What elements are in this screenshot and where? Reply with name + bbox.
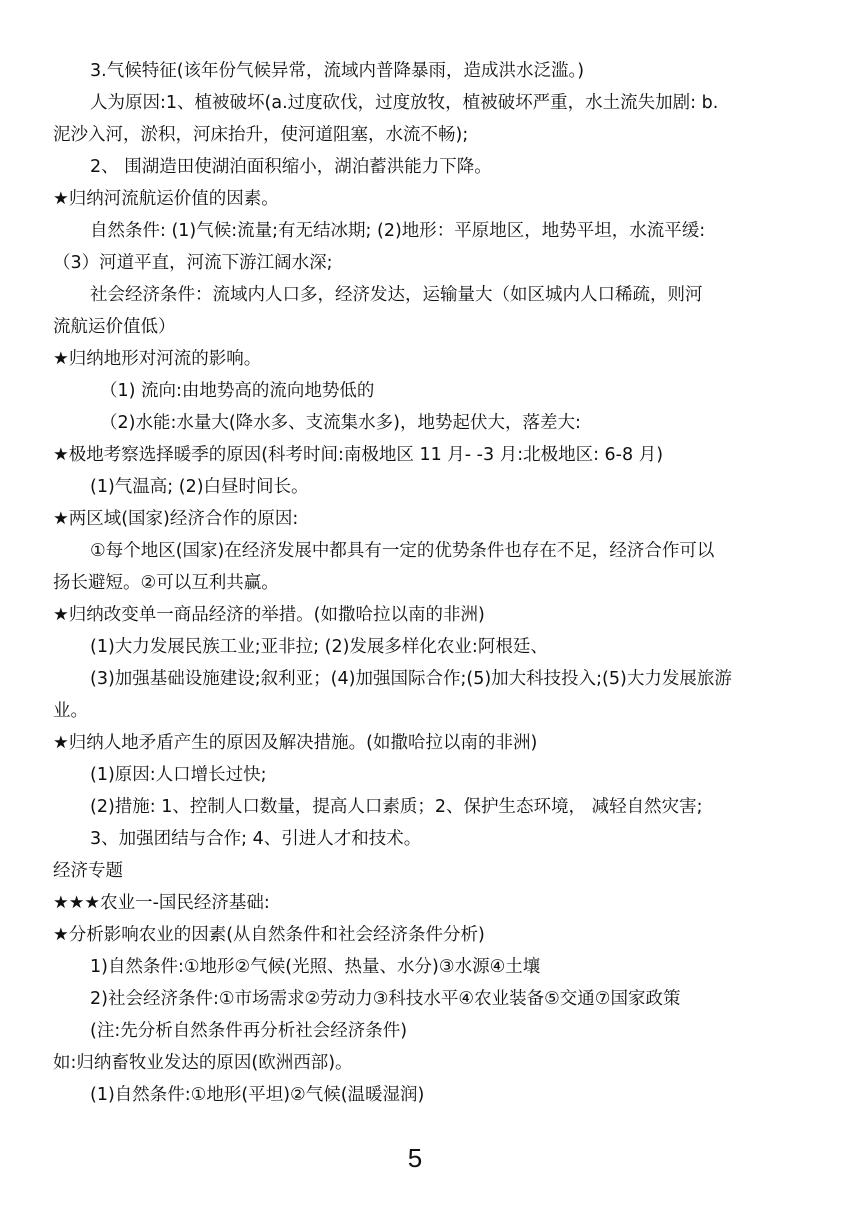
text-line: 如:归纳畜牧业发达的原因(欧洲西部)。 <box>53 1053 353 1073</box>
section-heading: ★归纳人地矛盾产生的原因及解决措施。(如撒哈拉以南的非洲) <box>53 733 538 753</box>
text-line: 泥沙入河，淤积，河床抬升，使河道阻塞，水流不畅); <box>53 125 469 145</box>
text-line: 3、加强团结与合作; 4、引进人才和技术。 <box>90 829 422 849</box>
text-line: (1)大力发展民族工业;亚非拉; (2)发展多样化农业:阿根廷、 <box>90 637 548 657</box>
text-line: （1) 流向:由地势高的流向地势低的 <box>100 381 375 401</box>
text-line: 3.气候特征(该年份气候异常，流域内普降暴雨，造成洪水泛滥。) <box>90 61 585 81</box>
text-line: (注:先分析自然条件再分析社会经济条件) <box>90 1021 408 1041</box>
text-line: 2)社会经济条件:①市场需求②劳动力③科技水平④农业装备⑤交通⑦国家政策 <box>90 989 681 1009</box>
text-line: （2)水能:水量大(降水多、支流集水多)，地势起伏大，落差大: <box>100 413 581 433</box>
text-line: 业。 <box>53 701 88 721</box>
text-line: （3）河道平直，河流下游江阔水深; <box>53 253 333 273</box>
text-line: 人为原因:1、植被破坏(a.过度砍伐，过度放牧，植被破坏严重，水土流失加剧: b. <box>90 93 719 113</box>
text-line: (1)自然条件:①地形(平坦)②气候(温暖湿润) <box>90 1085 425 1105</box>
page-number: 5 <box>407 1143 423 1173</box>
document-body <box>53 55 813 1111</box>
text-line: (1)气温高; (2)白昼时间长。 <box>90 477 309 497</box>
section-heading: ★归纳改变单一商品经济的举措。(如撒哈拉以南的非洲) <box>53 605 485 625</box>
section-heading: ★极地考察选择暖季的原因(科考时间:南极地区 11 月- -3 月:北极地区: 6-8 月) <box>53 445 664 465</box>
text-line: 社会经济条件：流域内人口多，经济发达，运输量大（如区城内人口稀疏，则河 <box>90 285 703 305</box>
text-line: (1)原因:人口增长过快; <box>90 765 267 785</box>
text-line: ①每个地区(国家)在经济发展中都具有一定的优势条件也存在不足，经济合作可以 <box>90 541 715 561</box>
text-line: (2)措施: 1、控制人口数量，提高人口素质；2、保护生态环境， 减轻自然灾害; <box>90 797 703 817</box>
text-line: 2、 围湖造田使湖泊面积缩小，湖泊蓄洪能力下降。 <box>90 157 492 177</box>
text-line: 1)自然条件:①地形②气候(光照、热量、水分)③水源④土壤 <box>90 957 541 977</box>
text-line: 流航运价值低） <box>53 317 176 337</box>
text-line: 自然条件: (1)气候:流量;有无结冰期; (2)地形：平原地区，地势平坦，水流平缓: <box>90 221 706 241</box>
text-line: 扬长避短。②可以互利共赢。 <box>53 573 279 593</box>
section-heading: ★归纳河流航运价值的因素。 <box>53 189 279 209</box>
section-heading: ★两区域(国家)经济合作的原因: <box>53 509 299 529</box>
section-heading: ★归纳地形对河流的影响。 <box>53 349 262 369</box>
section-heading: ★分析影响农业的因素(从自然条件和社会经济条件分析) <box>53 925 485 945</box>
section-heading: ★★★农业一-国民经济基础: <box>53 893 270 913</box>
section-heading: 经济专题 <box>53 861 123 881</box>
text-line: (3)加强基础设施建设;叙利亚；(4)加强国际合作;(5)加大科技投入;(5)大力发展旅游 <box>90 669 732 689</box>
